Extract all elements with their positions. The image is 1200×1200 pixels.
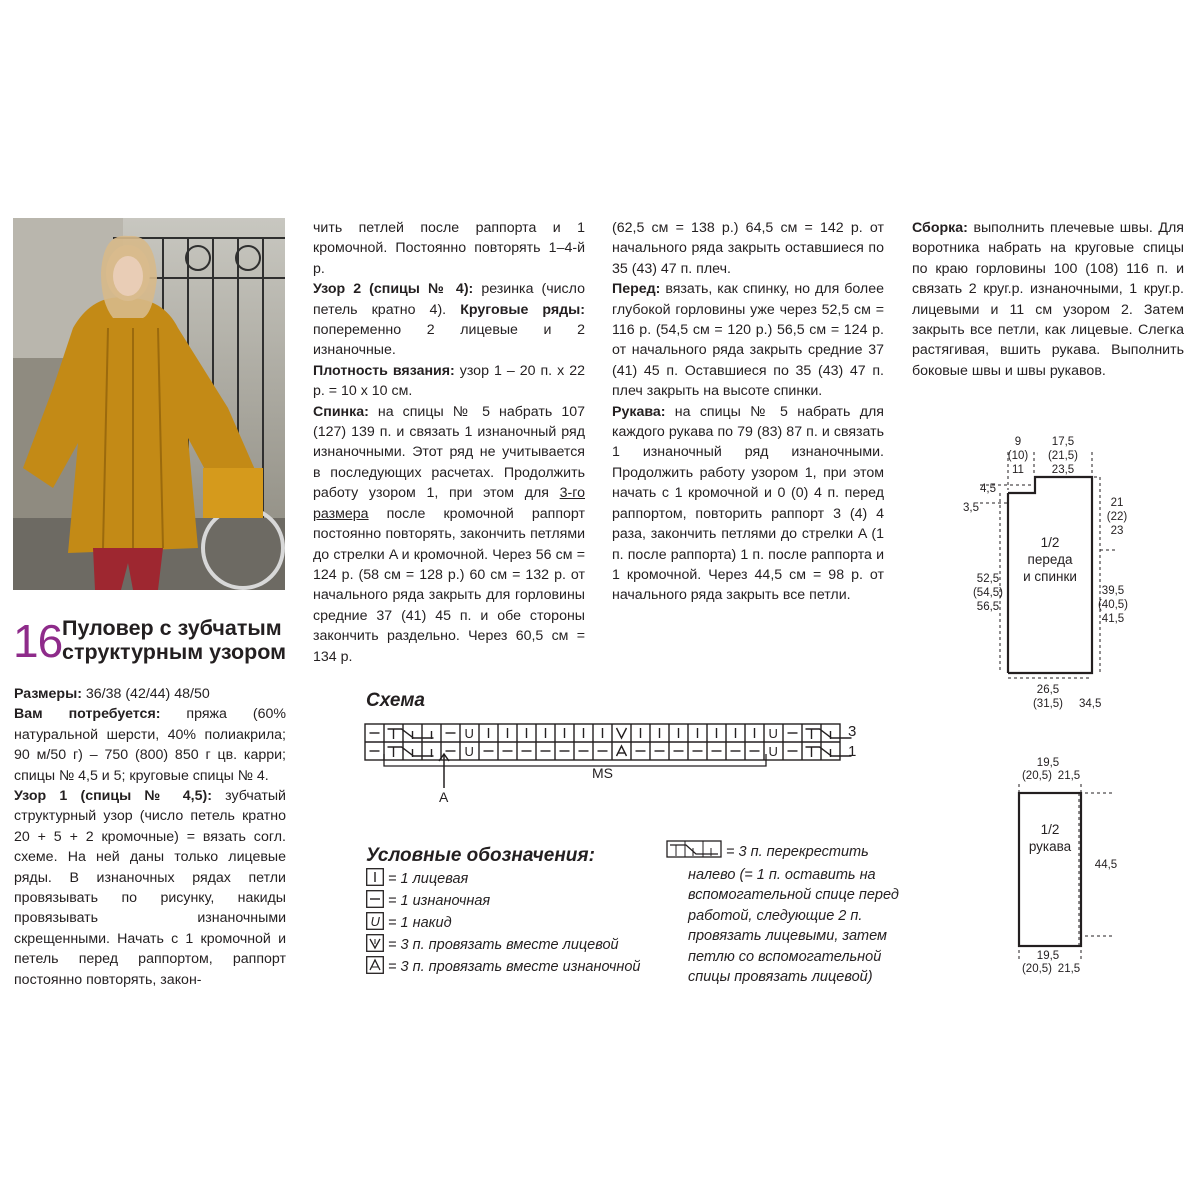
legend-item-purl [366,890,641,912]
sizes-paragraph [14,684,286,704]
legend-cross-line-0 [666,840,899,865]
sleeve-right: 44,5 [1094,859,1118,871]
pattern2-paragraph [313,279,585,361]
title-line-1: Пуловер с зубчатым [62,616,282,640]
legend-title: Условные обозначения: [366,845,595,866]
body-schematic [940,430,1190,715]
sleeves-text: на спицы № 5 набрать для каждого рукава по 79 (83) 87 п. и связать 1 изнаночный ряд изнаночными. Продолжить работу узором 1, при этом начать с 1 кромочной и 0 (0) 4 п. перед раппортом, повторить раппорт 3 (4) 4 раза, закончить петлями до стрелки A (1 п. после раппорта) 1 п. после раппорта и 1 кромочной. Через 44,5 см = 98 р. от начального ряда закрыть все петли. [612,403,884,604]
back-continued: (62,5 см = 138 р.) 64,5 см = 142 р. от начального ряда закрыть оставшиеся по 35 (43) 47 п. плеч. [612,220,884,277]
legend-item-yarnover [366,912,641,934]
dim-left-side-3: 56,5 [976,601,1000,613]
assembly-paragraph [912,218,1184,381]
back-size-underlined: 3-го размера [313,485,585,522]
body-label-3: и спинки [1023,569,1077,584]
dim-top-right-1: 17,5 [1051,436,1075,448]
pattern2-label: Узор 2 (спицы № 4): [313,281,474,298]
p3tog-symbol-icon [366,959,384,975]
pattern1-continued: чить петлей после раппорта и 1 кромочной. Постоянно повторять 1–4-й р. [313,220,585,277]
legend-cross-line-5: петлю со вспомогательной [688,948,882,965]
legend-cross-line-2: вспомогательной спице перед [688,887,899,903]
column-2 [313,218,585,667]
legend-cross-line-3: работой, следующие 2 п. [688,907,863,924]
legend-item-knit [366,868,641,890]
round-rows-label: Круговые ряды: [460,301,585,318]
sleeve-top-2: (20,5) [1021,770,1053,782]
dim-right-side-2: (40,5) [1097,599,1129,611]
assembly-label: Сборка: [912,220,968,236]
dim-left-side-2: (54,5) [972,587,1004,599]
gauge-label: Плотность вязания: [313,362,455,379]
legend-cross-line-6: спицы провязать лицевой) [688,969,873,985]
legend-item-p3tog [366,956,641,978]
dim-right-top-1: 21 [1110,497,1124,509]
sleeves-label: Рукава: [612,403,666,420]
body-label-1: 1/2 [1040,535,1060,550]
dim-top-left-2: (10) [1007,450,1029,462]
back-label: Спинка: [313,403,369,420]
gauge-paragraph [313,361,585,402]
round-rows-text: попеременно 2 лицевые и 2 изнаночные. [313,322,585,359]
sleeve-schematic [1000,752,1160,982]
dim-right-top-3: 23 [1110,525,1124,537]
yarnover-symbol-icon [366,915,384,931]
scheme-title: Схема [366,690,426,711]
materials-text: пряжа (60% натуральной шерсти, 40% полиакрила; 90 м/50 г) – 750 (800) 850 г цв. карри; спицы № 4,5 и 5; круговые спицы № 4. [14,706,286,784]
dim-bottom-2: (31,5) [1032,698,1064,710]
legend-item-k3tog [366,934,641,956]
pattern2-text: резинка (число петель кратно 4). [313,281,585,318]
legend-text: = 1 лицевая [388,871,469,887]
assembly-text: выполнить плечевые швы. Для воротника набрать на круговые спицы по краю горловины 100 (108) 116 п. и связать 2 круг.р. изнаночными, 1 круг.р. лицевыми и 11 см узором 2. Затем закрыть все петли, как лицевые. Слегка растягивая, вшить рукава. Выполнить боковые швы и швы рукавов. [912,220,1184,379]
arrow-a-label: A [439,789,449,805]
body-label-2: переда [1027,552,1073,567]
back-text-b: после кромочной раппорт постоянно повторять, закончить петлями до стрелки A и кромочной. Через 56 см = 124 р. (58 см = 128 р.) 60 см = 132 р. от начального ряда закрыть для горловины средние 37 (41) 45 п. и обе стороны закончить раздельно. Через 60,5 см = 134 р. [313,505,585,665]
sizes-text: 36/38 (42/44) 48/50 [81,686,210,702]
column-3 [612,218,884,606]
legend-cross-line-1: налево (= 1 п. оставить на [688,866,876,883]
sleeve-top-1: 19,5 [1036,757,1060,769]
gauge-text: узор 1 – 20 п. х 22 р. = 10 х 10 см. [313,362,585,400]
dim-left-side-1: 52,5 [976,573,1000,585]
back-paragraph [313,402,585,667]
sizes-label: Размеры: [14,686,82,702]
title-line-2: структурным узором [62,640,286,664]
dim-top-right-3: 23,5 [1051,464,1075,476]
pattern1-paragraph [14,786,286,990]
knit-symbol-icon [366,871,384,887]
pattern-title [62,616,286,664]
svg-text:U: U [768,744,778,759]
svg-text:U: U [768,726,778,741]
materials-label: Вам потребуется: [14,706,161,723]
sleeves-paragraph [612,402,884,606]
svg-text:U: U [464,726,474,741]
legend-cross [666,840,899,988]
legend-cross-line-4: провязать лицевыми, затем [688,928,887,944]
svg-text:U: U [370,914,380,929]
sleeve-bottom-1: 19,5 [1036,950,1060,962]
pattern1-label: Узор 1 (спицы № 4,5): [14,788,212,805]
row-label-top: 3 [848,723,857,740]
legend-cross-text: = 3 п. перекрестить [726,844,869,861]
dim-top-left-3: 11 [1012,464,1024,476]
purl-symbol-icon [366,893,384,909]
front-paragraph [612,279,884,401]
pattern-number: 16 [13,615,63,667]
cross-symbol-icon [666,840,722,865]
sleeve-label-1: 1/2 [1040,822,1060,837]
sleeve-top-3: 21,5 [1057,770,1081,782]
front-label: Перед: [612,281,661,298]
column-4 [912,218,1184,381]
stitch-chart [360,716,870,806]
front-text: вязать, как спинку, но для более глубокой горловины уже через 52,5 см = 116 р. (54,5 см = 120 р.) 56,5 см = 124 р. от начального ряда закрыть средние 37 (41) 45 п. Оставшиеся по 35 (43) 47 п. плеч закрыть на высоте спинки. [612,281,884,400]
back-text-a: на спицы № 5 набрать 107 (127) 139 п. и связать 1 изнаночный ряд изнаночными. Этот ряд не учитывается в последующих расчетах. Продолжить работу узором 1, при этом для [313,403,585,502]
model-photo [13,218,285,590]
legend-list [366,868,641,978]
sleeve-label-2: рукава [1028,839,1072,854]
ms-label: MS [592,765,613,781]
dim-right-top-2: (22) [1106,511,1128,523]
dim-top-left-1: 9 [1014,436,1022,448]
svg-text:U: U [464,744,474,759]
legend-text: = 1 накид [388,915,452,931]
legend-text: = 1 изнаночная [388,893,491,909]
legend-text: = 3 п. провязать вместе изнаночной [388,959,641,975]
dim-neck-top: 4,5 [980,483,996,495]
dim-right-side-1: 39,5 [1101,585,1125,597]
pattern1-text: зубчатый структурный узор (число петель кратно 20 + 5 + 2 кромочные) = вязать согл. схеме. На ней даны только лицевые ряды. В изнаночных рядах петли провязывать по рисунку, накиды провязывать изнаночными скрещенными. Начать с 1 кромочной и петель перед раппортом, раппорт постоянно повторять, закон- [14,788,286,988]
dim-top-right-2: (21,5) [1047,450,1079,462]
row-label-bottom: 1 [848,743,857,760]
dim-neck-side: 3,5 [963,502,979,514]
sleeve-bottom-2: (20,5) [1021,963,1053,975]
dim-bottom-3: 34,5 [1079,698,1102,710]
materials-paragraph [14,704,286,786]
legend-text: = 3 п. провязать вместе лицевой [388,937,619,953]
k3tog-symbol-icon [366,937,384,953]
sleeve-bottom-3: 21,5 [1057,963,1081,975]
column-1 [14,684,286,990]
dim-right-side-3: 41,5 [1101,613,1125,625]
dim-bottom-1: 26,5 [1036,684,1060,696]
